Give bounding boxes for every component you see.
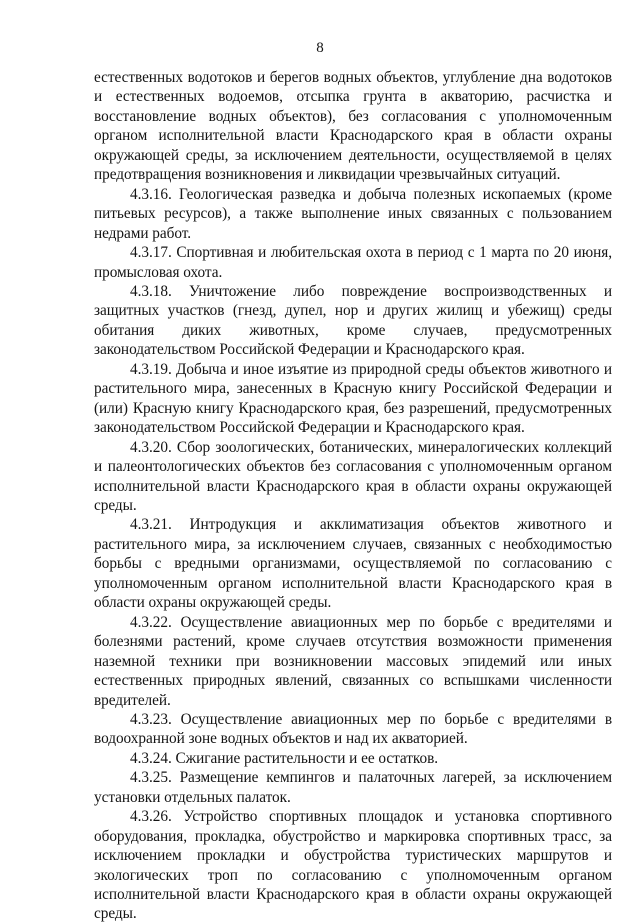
paragraph-4-3-25: 4.3.25. Размещение кемпингов и палаточных лагерей, за исключением установки отдельных палаток. [94,769,612,806]
page-number: 8 [316,40,324,56]
paragraph-4-3-21: 4.3.21. Интродукция и акклиматизация объектов животного и растительного мира, за исключением случаев, связанных с необходимостью борьбы с вредными организмами, осуществляемой по согласованию с уполномоченным органом исполнительной власти Краснодарского края в области охраны окружающей среды. [94,516,612,612]
document-body [94,68,612,924]
paragraph-4-3-22: 4.3.22. Осуществление авиационных мер по борьбе с вредителями и болезнями растений, кроме случаев отсутствия возможности применения наземной техники при возникновении массовых эпидемий или иных естественных природных явлений, связанных со вспышками численности вредителей. [94,613,612,709]
paragraph-4-3-17: 4.3.17. Спортивная и любительская охота в период с 1 марта по 20 июня, промысловая охота. [94,244,612,281]
paragraph-4-3-18: 4.3.18. Уничтожение либо повреждение воспроизводственных и защитных участков (гнезд, дупел, нор и других жилищ и убежищ) среды обитания диких животных, кроме случаев, предусмотренных законодательством Российской Федерации и Краснодарского края. [94,282,612,359]
paragraph-continuation: естественных водотоков и берегов водных объектов, углубление дна водотоков и естественных водоемов, отсыпка грунта в акваторию, расчистка и восстановление водных объектов), без согласования с уполномоченным органом исполнительной власти Краснодарского края в области охраны окружающей среды, за исключением деятельности, осуществляемой в целях предотвращения возникновения и ликвидации чрезвычайных ситуаций. [94,69,612,184]
paragraph-4-3-19: 4.3.19. Добыча и иное изъятие из природной среды объектов животного и растительного мира, занесенных в Красную книгу Российской Федерации и (или) Красную книгу Краснодарского края, без разрешений, предусмотренных законодательством Российской Федерации и Краснодарского края. [94,360,612,437]
paragraph-4-3-20: 4.3.20. Сбор зоологических, ботанических, минералогических коллекций и палеонтологических объектов без согласования с уполномоченным органом исполнительной власти Краснодарского края в области охраны окружающей среды. [94,438,612,514]
paragraph-4-3-26: 4.3.26. Устройство спортивных площадок и установка спортивного оборудования, прокладка, обустройство и маркировка спортивных трасс, за исключением прокладки и обустройства туристических маршрутов и экологических троп по согласованию с уполномоченным органом исполнительной власти Краснодарского края в области охраны окружающей среды. [94,808,612,923]
paragraph-4-3-23: 4.3.23. Осуществление авиационных мер по борьбе с вредителями в водоохранной зоне водных объектов и над их акваторией. [94,710,612,748]
paragraph-4-3-16: 4.3.16. Геологическая разведка и добыча полезных ископаемых (кроме питьевых ресурсов), а также выполнение иных связанных с пользованием недрами работ. [94,185,612,242]
paragraph-4-3-24: 4.3.24. Сжигание растительности и ее остатков. [130,749,439,767]
